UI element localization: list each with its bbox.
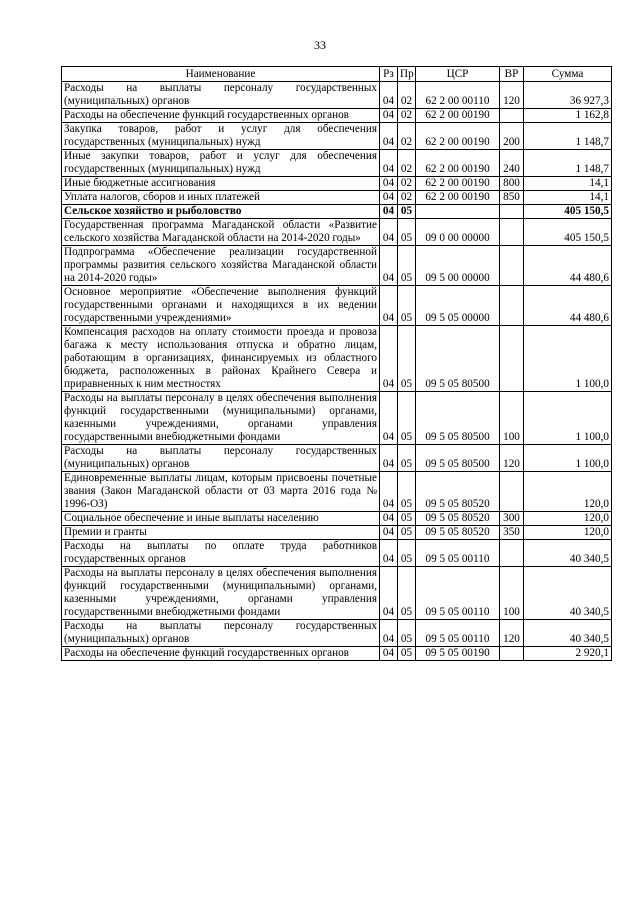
cell-sum: 40 340,5 [524,540,612,567]
cell-name: Расходы на выплаты персоналу государственных (муниципальных) органов [62,620,380,647]
header-csr: ЦСР [416,67,500,82]
cell-sum: 44 480,6 [524,246,612,286]
cell-pr: 02 [398,123,416,150]
table-row [62,512,612,526]
cell-vr [500,540,524,567]
cell-name: Единовременные выплаты лицам, которым присвоены почетные звания (Закон Магаданской области от 03 марта 2016 года № 1996-ОЗ) [62,472,380,512]
cell-name: Иные бюджетные ассигнования [62,177,380,191]
table-row [62,109,612,123]
cell-rz: 04 [380,512,398,526]
cell-csr: 09 5 05 00110 [416,620,500,647]
header-name: Наименование [62,67,380,82]
cell-rz: 04 [380,326,398,392]
cell-csr: 09 5 05 00110 [416,540,500,567]
cell-rz: 04 [380,472,398,512]
cell-rz: 04 [380,219,398,246]
cell-vr: 300 [500,512,524,526]
cell-name: Расходы на обеспечение функций государственных органов [62,647,380,661]
cell-name: Расходы на выплаты персоналу в целях обеспечения выполнения функций государственными (муниципальными) органами, казенными учреждениями, органами управления государственными внебюджетными фондами [62,392,380,445]
cell-vr [500,219,524,246]
cell-vr: 100 [500,392,524,445]
cell-name: Сельское хозяйство и рыболовство [62,205,380,219]
cell-pr: 05 [398,647,416,661]
cell-vr: 800 [500,177,524,191]
cell-vr: 120 [500,82,524,109]
cell-rz: 04 [380,82,398,109]
table-row [62,177,612,191]
cell-csr: 09 5 05 00000 [416,286,500,326]
table-row [62,219,612,246]
cell-name: Премии и гранты [62,526,380,540]
cell-rz: 04 [380,205,398,219]
cell-sum: 120,0 [524,526,612,540]
cell-pr: 05 [398,326,416,392]
cell-name: Закупка товаров, работ и услуг для обеспечения государственных (муниципальных) нужд [62,123,380,150]
cell-rz: 04 [380,177,398,191]
cell-sum: 1 100,0 [524,445,612,472]
table-row [62,191,612,205]
cell-vr [500,205,524,219]
cell-rz: 04 [380,540,398,567]
cell-vr: 350 [500,526,524,540]
cell-vr [500,472,524,512]
cell-rz: 04 [380,445,398,472]
cell-pr: 02 [398,82,416,109]
cell-name: Расходы на выплаты по оплате труда работников государственных органов [62,540,380,567]
cell-pr: 05 [398,512,416,526]
header-sum: Сумма [524,67,612,82]
cell-pr: 02 [398,177,416,191]
cell-pr: 05 [398,540,416,567]
table-body [62,82,612,661]
table-row [62,286,612,326]
cell-sum: 120,0 [524,472,612,512]
table-row [62,620,612,647]
header-rz: Рз [380,67,398,82]
cell-name: Компенсация расходов на оплату стоимости проезда и провоза багажа к месту использования отпуска и обратно лицам, работающим в организациях, финансируемых из областного бюджета, расположенных в районах Крайнего Севера и приравненных к ним местностях [62,326,380,392]
cell-rz: 04 [380,620,398,647]
cell-csr: 62 2 00 00190 [416,123,500,150]
cell-pr: 05 [398,219,416,246]
cell-rz: 04 [380,392,398,445]
cell-sum: 14,1 [524,191,612,205]
header-pr: Пр [398,67,416,82]
cell-csr: 62 2 00 00110 [416,82,500,109]
cell-csr: 62 2 00 00190 [416,177,500,191]
cell-vr: 850 [500,191,524,205]
cell-rz: 04 [380,647,398,661]
page-number: 33 [314,38,326,52]
table-row [62,526,612,540]
table-row [62,472,612,512]
cell-vr: 120 [500,445,524,472]
cell-sum: 2 920,1 [524,647,612,661]
table-header-row [62,67,612,82]
cell-vr [500,326,524,392]
cell-name: Государственная программа Магаданской области «Развитие сельского хозяйства Магаданской области на 2014-2020 годы» [62,219,380,246]
cell-pr: 05 [398,246,416,286]
cell-csr: 09 5 05 80500 [416,326,500,392]
cell-sum: 36 927,3 [524,82,612,109]
cell-sum: 1 100,0 [524,392,612,445]
cell-name: Уплата налогов, сборов и иных платежей [62,191,380,205]
cell-csr: 09 5 05 80500 [416,445,500,472]
cell-csr: 62 2 00 00190 [416,191,500,205]
cell-name: Иные закупки товаров, работ и услуг для обеспечения государственных (муниципальных) нужд [62,150,380,177]
cell-csr: 09 5 05 00190 [416,647,500,661]
cell-sum: 44 480,6 [524,286,612,326]
cell-csr: 09 5 05 80520 [416,472,500,512]
cell-pr: 05 [398,286,416,326]
cell-vr: 200 [500,123,524,150]
cell-name: Расходы на выплаты персоналу государственных (муниципальных) органов [62,82,380,109]
table-row [62,123,612,150]
cell-sum: 40 340,5 [524,567,612,620]
cell-sum: 14,1 [524,177,612,191]
cell-sum: 405 150,5 [524,205,612,219]
cell-sum: 405 150,5 [524,219,612,246]
table-row [62,567,612,620]
table-row [62,445,612,472]
cell-rz: 04 [380,567,398,620]
cell-rz: 04 [380,123,398,150]
cell-pr: 02 [398,191,416,205]
cell-csr: 09 0 00 00000 [416,219,500,246]
cell-csr: 62 2 00 00190 [416,150,500,177]
cell-pr: 05 [398,526,416,540]
cell-rz: 04 [380,150,398,177]
cell-vr: 240 [500,150,524,177]
cell-vr [500,647,524,661]
cell-rz: 04 [380,526,398,540]
table-row [62,205,612,219]
cell-pr: 02 [398,109,416,123]
cell-csr [416,205,500,219]
cell-csr: 09 5 05 00110 [416,567,500,620]
cell-vr [500,286,524,326]
cell-sum: 1 100,0 [524,326,612,392]
cell-name: Подпрограмма «Обеспечение реализации государственной программы развития сельского хозяйства Магаданской области на 2014-2020 годы» [62,246,380,286]
budget-table [61,66,612,661]
cell-sum: 40 340,5 [524,620,612,647]
cell-pr: 05 [398,472,416,512]
header-vr: ВР [500,67,524,82]
cell-name: Расходы на обеспечение функций государственных органов [62,109,380,123]
cell-csr: 09 5 00 00000 [416,246,500,286]
cell-vr [500,109,524,123]
cell-name: Расходы на выплаты персоналу государственных (муниципальных) органов [62,445,380,472]
cell-sum: 1 162,8 [524,109,612,123]
cell-pr: 05 [398,205,416,219]
cell-vr: 120 [500,620,524,647]
cell-name: Социальное обеспечение и иные выплаты населению [62,512,380,526]
cell-pr: 05 [398,567,416,620]
cell-rz: 04 [380,191,398,205]
cell-rz: 04 [380,286,398,326]
cell-sum: 1 148,7 [524,123,612,150]
cell-vr [500,246,524,286]
table-row [62,326,612,392]
cell-sum: 1 148,7 [524,150,612,177]
cell-csr: 09 5 05 80520 [416,526,500,540]
cell-csr: 09 5 05 80500 [416,392,500,445]
cell-csr: 62 2 00 00190 [416,109,500,123]
table-row [62,82,612,109]
table-row [62,540,612,567]
cell-name: Расходы на выплаты персоналу в целях обеспечения выполнения функций государственными (муниципальными) органами, казенными учреждениями, органами управления государственными внебюджетными фондами [62,567,380,620]
table-row [62,246,612,286]
table-row [62,150,612,177]
cell-sum: 120,0 [524,512,612,526]
cell-csr: 09 5 05 80520 [416,512,500,526]
cell-name: Основное мероприятие «Обеспечение выполнения функций государственными органами и находящихся в их ведении государственными учреждениями» [62,286,380,326]
cell-pr: 02 [398,150,416,177]
cell-rz: 04 [380,109,398,123]
cell-pr: 05 [398,445,416,472]
cell-vr: 100 [500,567,524,620]
cell-pr: 05 [398,620,416,647]
table-row [62,647,612,661]
cell-pr: 05 [398,392,416,445]
cell-rz: 04 [380,246,398,286]
table-row [62,392,612,445]
